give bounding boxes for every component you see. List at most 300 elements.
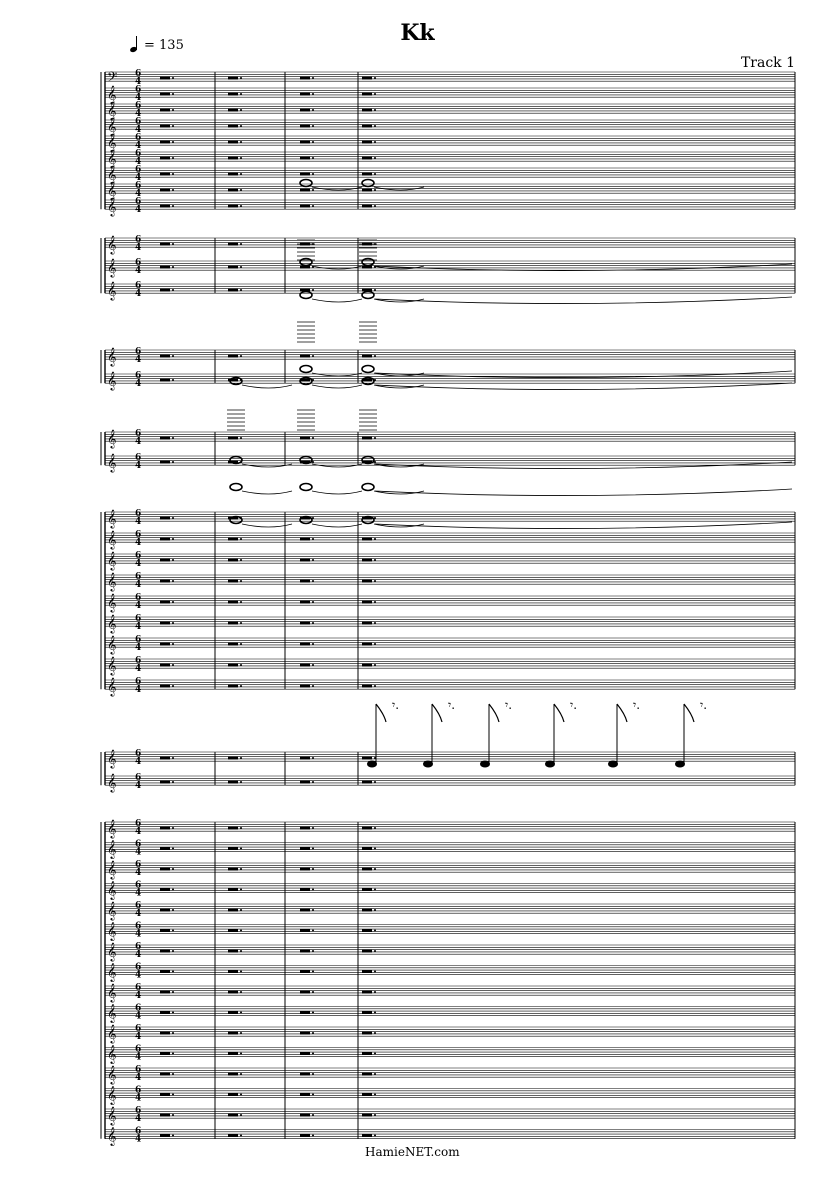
time-signature-bottom: 4: [135, 538, 142, 548]
measure-rest: [228, 141, 238, 144]
measure-rest: [160, 289, 170, 292]
rest-dot: [374, 205, 376, 207]
rest-dot: [172, 1053, 174, 1055]
time-signature-top: 6: [135, 429, 142, 439]
measure-rest: [228, 355, 238, 358]
measure-rest: [362, 559, 372, 562]
rest-dot: [240, 930, 242, 932]
measure-rest: [160, 1114, 170, 1117]
rest-dot: [374, 189, 376, 191]
treble-clef-icon: 𝄢: [107, 69, 118, 88]
rest-dot: [240, 289, 242, 291]
measure-rest: [300, 757, 310, 760]
time-signature-top: 6: [135, 347, 142, 357]
treble-clef-icon: 𝄞: [107, 1085, 117, 1105]
tie: [312, 373, 362, 376]
treble-clef-icon: 𝄞: [107, 880, 117, 900]
rest-dot: [374, 685, 376, 687]
rest-dot: [374, 437, 376, 439]
rest-dot: [312, 1032, 314, 1034]
measure-rest: [300, 1134, 310, 1137]
measure-rest: [300, 622, 310, 625]
long-tie: [375, 264, 792, 271]
measure-rest: [228, 868, 238, 871]
rest-dot: [172, 950, 174, 952]
measure-rest: [300, 173, 310, 176]
rest-dot: [374, 622, 376, 624]
measure-rest: [300, 437, 310, 440]
measure-rest: [300, 868, 310, 871]
rest-dot: [172, 173, 174, 175]
rest-dot: [240, 889, 242, 891]
time-signature-top: 6: [135, 1065, 142, 1075]
tie: [312, 524, 362, 527]
treble-clef-icon: 𝄞: [107, 749, 117, 768]
measure-rest: [362, 1073, 372, 1076]
rest-dot: [312, 991, 314, 993]
measure-rest: [228, 1134, 238, 1137]
measure-rest: [228, 950, 238, 953]
rest-dot: [240, 781, 242, 783]
rest-dot: [312, 125, 314, 127]
treble-clef-icon: 𝄞: [107, 281, 117, 300]
rest-dot: [312, 664, 314, 666]
rest-dot: [172, 189, 174, 191]
rest-dot: [240, 266, 242, 268]
measure-rest: [362, 437, 372, 440]
time-signature-bottom: 4: [135, 109, 142, 119]
rest-dot: [172, 889, 174, 891]
rest-dot: [374, 781, 376, 783]
tie: [312, 491, 362, 494]
time-signature-bottom: 4: [135, 1011, 142, 1022]
rest-dot: [312, 971, 314, 973]
treble-clef-icon: 𝄞: [107, 133, 117, 152]
measure-rest: [228, 888, 238, 891]
time-signature-bottom: 4: [135, 1114, 142, 1124]
rest-dot: [172, 1135, 174, 1137]
rest-dot: [374, 538, 376, 540]
measure-rest: [160, 888, 170, 891]
measure-rest: [228, 1114, 238, 1117]
measure-rest: [160, 827, 170, 830]
rest-dot: [172, 1114, 174, 1116]
rest-dot: [172, 827, 174, 829]
measure-rest: [362, 1032, 372, 1035]
time-signature-top: 6: [135, 942, 142, 952]
measure-rest: [300, 189, 310, 192]
measure-rest: [362, 1052, 372, 1055]
rest-dot: [312, 559, 314, 561]
rest-dot: [374, 77, 376, 79]
time-signature-top: 6: [135, 1106, 142, 1116]
rest-dot: [312, 289, 314, 291]
measure-rest: [228, 970, 238, 973]
time-signature-bottom: 4: [135, 1032, 142, 1042]
measure-rest: [300, 205, 310, 208]
measure-rest: [228, 847, 238, 850]
rest-dot: [240, 538, 242, 540]
measure-rest: [228, 1073, 238, 1076]
time-signature-top: 6: [135, 983, 142, 993]
time-signature-top: 6: [135, 749, 142, 759]
rest-dot: [172, 781, 174, 783]
time-signature-bottom: 4: [135, 125, 142, 135]
treble-clef-icon: 𝄞: [107, 197, 117, 216]
measure-rest: [362, 622, 372, 625]
whole-note: [300, 292, 312, 299]
measure-rest: [362, 685, 372, 688]
time-signature-top: 6: [135, 530, 142, 540]
measure-rest: [228, 757, 238, 760]
rest-dot: [172, 930, 174, 932]
rest-dot: [374, 141, 376, 143]
rest-dot: [172, 517, 174, 519]
measure-rest: [228, 157, 238, 160]
rest-dot: [172, 643, 174, 645]
time-signature-bottom: 4: [135, 781, 142, 791]
time-signature-top: 6: [135, 453, 142, 463]
long-tie: [375, 297, 792, 304]
measure-rest: [362, 125, 372, 128]
rest-dot: [172, 868, 174, 870]
rest-dot: [172, 243, 174, 245]
rest-dot: [312, 538, 314, 540]
measure-rest: [160, 205, 170, 208]
time-signature-top: 6: [135, 551, 142, 561]
time-signature-top: 6: [135, 819, 142, 829]
rest-dot: [172, 125, 174, 127]
measure-rest: [228, 189, 238, 192]
treble-clef-icon: 𝄞: [107, 1044, 117, 1064]
measure-rest: [160, 1093, 170, 1096]
time-signature-bottom: 4: [135, 643, 142, 653]
rest-dot: [172, 1094, 174, 1096]
measure-rest: [300, 109, 310, 112]
measure-rest: [300, 141, 310, 144]
rest-dot: [312, 1135, 314, 1137]
rest-dot: [240, 1053, 242, 1055]
rest-dot: [240, 1073, 242, 1075]
measure-rest: [300, 909, 310, 912]
whole-note: [362, 366, 374, 373]
time-signature-bottom: 4: [135, 757, 142, 767]
measure-rest: [362, 538, 372, 541]
treble-clef-icon: 𝄞: [107, 839, 117, 859]
rest-dot: [312, 685, 314, 687]
rest-dot: [240, 848, 242, 850]
tie: [312, 266, 362, 269]
rest-dot: [312, 827, 314, 829]
rest-dot: [374, 355, 376, 357]
measure-rest: [160, 847, 170, 850]
rest-dot: [374, 93, 376, 95]
rest-dot: [374, 289, 376, 291]
rest-dot: [240, 685, 242, 687]
rest-dot: [240, 757, 242, 759]
rest-dot: [374, 664, 376, 666]
time-signature-top: 6: [135, 371, 142, 381]
time-signature-bottom: 4: [135, 847, 142, 858]
measure-rest: [362, 157, 372, 160]
treble-clef-icon: 𝄞: [107, 85, 117, 104]
time-signature-bottom: 4: [135, 517, 142, 527]
measure-rest: [300, 355, 310, 358]
score-title: Kk: [400, 20, 435, 46]
note-flag: [376, 704, 386, 722]
measure-rest: [300, 1114, 310, 1117]
measure-rest: [362, 781, 372, 784]
rest-dot: [172, 109, 174, 111]
treble-clef-icon: 𝄞: [107, 101, 117, 120]
measure-rest: [362, 909, 372, 912]
time-signature-top: 6: [135, 839, 142, 850]
rest-dot: [172, 205, 174, 207]
rest-dot: [374, 827, 376, 829]
rest-dot: [312, 868, 314, 870]
tempo-value: = 135: [144, 38, 184, 53]
time-signature-bottom: 4: [135, 909, 142, 919]
time-signature-bottom: 4: [135, 355, 142, 365]
treble-clef-icon: 𝄞: [107, 773, 117, 792]
rest-dot: [312, 889, 314, 891]
measure-rest: [160, 437, 170, 440]
rest-dot: [172, 685, 174, 687]
measure-rest: [300, 685, 310, 688]
measure-rest: [228, 1011, 238, 1014]
time-signature-top: 6: [135, 593, 142, 603]
time-signature-bottom: 4: [135, 379, 142, 389]
rest-dot: [240, 643, 242, 645]
measure-rest: [228, 781, 238, 784]
measure-rest: [362, 109, 372, 112]
treble-clef-icon: 𝄞: [107, 819, 117, 838]
rest-dot: [240, 580, 242, 582]
measure-rest: [362, 205, 372, 208]
eighth-rest: 𝄾.: [505, 698, 513, 712]
rest-dot: [240, 868, 242, 870]
rest-dot: [312, 781, 314, 783]
treble-clef-icon: 𝄞: [107, 453, 117, 472]
rest-dot: [312, 77, 314, 79]
time-signature-bottom: 4: [135, 1052, 142, 1063]
note-flag: [617, 704, 627, 722]
long-tie: [375, 383, 792, 390]
measure-rest: [362, 868, 372, 871]
measure-rest: [160, 950, 170, 953]
rest-dot: [240, 125, 242, 127]
measure-rest: [362, 664, 372, 667]
rest-dot: [240, 437, 242, 439]
measure-rest: [160, 685, 170, 688]
rest-dot: [312, 157, 314, 159]
treble-clef-icon: 𝄞: [107, 1126, 117, 1146]
time-signature-bottom: 4: [135, 437, 142, 447]
time-signature-top: 6: [135, 117, 142, 127]
measure-rest: [228, 289, 238, 292]
time-signature-bottom: 4: [135, 991, 142, 1001]
rest-dot: [240, 950, 242, 952]
measure-rest: [362, 950, 372, 953]
measure-rest: [300, 93, 310, 96]
treble-clef-icon: 𝄞: [107, 921, 117, 941]
measure-rest: [362, 141, 372, 144]
measure-rest: [300, 991, 310, 994]
time-signature-top: 6: [135, 572, 142, 582]
treble-clef-icon: 𝄞: [107, 181, 117, 200]
measure-rest: [160, 141, 170, 144]
treble-clef-icon: 𝄞: [107, 677, 117, 696]
rest-dot: [240, 909, 242, 911]
measure-rest: [160, 1011, 170, 1014]
time-signature-top: 6: [135, 901, 142, 911]
time-signature-bottom: 4: [135, 601, 142, 611]
measure-rest: [362, 827, 372, 830]
treble-clef-icon: 𝄞: [107, 371, 117, 390]
rest-dot: [172, 1012, 174, 1014]
rest-dot: [374, 109, 376, 111]
rest-dot: [374, 930, 376, 932]
rest-dot: [172, 848, 174, 850]
measure-rest: [362, 1114, 372, 1117]
footer-credit: HamieNET.com: [365, 1145, 460, 1159]
rest-dot: [172, 580, 174, 582]
measure-rest: [228, 243, 238, 246]
time-signature-bottom: 4: [135, 1134, 142, 1145]
treble-clef-icon: 𝄞: [107, 1003, 117, 1023]
tie: [242, 491, 292, 494]
rest-dot: [374, 1094, 376, 1096]
rest-dot: [172, 355, 174, 357]
time-signature-bottom: 4: [135, 664, 142, 674]
measure-rest: [228, 580, 238, 583]
rest-dot: [240, 622, 242, 624]
rest-dot: [374, 1012, 376, 1014]
rest-dot: [172, 1073, 174, 1075]
rest-dot: [374, 868, 376, 870]
rest-dot: [240, 971, 242, 973]
measure-rest: [300, 781, 310, 784]
measure-rest: [160, 559, 170, 562]
rest-dot: [240, 205, 242, 207]
rest-dot: [312, 205, 314, 207]
measure-rest: [160, 970, 170, 973]
measure-rest: [300, 950, 310, 953]
measure-rest: [228, 93, 238, 96]
measure-rest: [362, 991, 372, 994]
rest-dot: [374, 559, 376, 561]
measure-rest: [362, 580, 372, 583]
measure-rest: [228, 827, 238, 830]
measure-rest: [300, 538, 310, 541]
measure-rest: [300, 1093, 310, 1096]
measure-rest: [160, 643, 170, 646]
measure-rest: [228, 664, 238, 667]
measure-rest: [362, 173, 372, 176]
measure-rest: [160, 909, 170, 912]
rest-dot: [374, 173, 376, 175]
measure-rest: [362, 189, 372, 192]
rest-dot: [312, 1073, 314, 1075]
measure-rest: [160, 1052, 170, 1055]
rest-dot: [240, 173, 242, 175]
rest-dot: [312, 909, 314, 911]
rest-dot: [172, 266, 174, 268]
rest-dot: [374, 848, 376, 850]
time-signature-bottom: 4: [135, 970, 142, 981]
rest-dot: [374, 909, 376, 911]
measure-rest: [362, 601, 372, 604]
time-signature-top: 6: [135, 773, 142, 783]
treble-clef-icon: 𝄞: [107, 1065, 117, 1084]
rest-dot: [312, 355, 314, 357]
treble-clef-icon: 𝄞: [107, 530, 117, 549]
measure-rest: [228, 1093, 238, 1096]
measure-rest: [362, 757, 372, 760]
measure-rest: [228, 1052, 238, 1055]
treble-clef-icon: 𝄞: [107, 429, 117, 448]
measure-rest: [228, 909, 238, 912]
measure-rest: [300, 1073, 310, 1076]
whole-note: [362, 259, 374, 266]
treble-clef-icon: 𝄞: [107, 572, 117, 591]
time-signature-bottom: 4: [135, 827, 142, 837]
rest-dot: [240, 243, 242, 245]
measure-rest: [300, 888, 310, 891]
rest-dot: [240, 355, 242, 357]
rest-dot: [312, 950, 314, 952]
rest-dot: [312, 930, 314, 932]
rest-dot: [312, 601, 314, 603]
rest-dot: [240, 1032, 242, 1034]
measure-rest: [160, 266, 170, 269]
measure-rest: [160, 157, 170, 160]
time-signature-bottom: 4: [135, 189, 142, 199]
time-signature-bottom: 4: [135, 289, 142, 299]
rest-dot: [240, 157, 242, 159]
time-signature-top: 6: [135, 860, 142, 870]
time-signature-top: 6: [135, 656, 142, 666]
measure-rest: [362, 1093, 372, 1096]
measure-rest: [160, 461, 170, 464]
measure-rest: [228, 601, 238, 604]
rest-dot: [240, 189, 242, 191]
time-signature-bottom: 4: [135, 461, 142, 471]
measure-rest: [362, 1134, 372, 1137]
measure-rest: [160, 1073, 170, 1076]
measure-rest: [160, 109, 170, 112]
measure-rest: [300, 77, 310, 80]
time-signature-bottom: 4: [135, 888, 142, 899]
rest-dot: [172, 757, 174, 759]
treble-clef-icon: 𝄞: [107, 860, 117, 879]
rest-dot: [172, 622, 174, 624]
treble-clef-icon: 𝄞: [107, 635, 117, 654]
tie: [312, 299, 362, 302]
treble-clef-icon: 𝄞: [107, 551, 117, 570]
measure-rest: [300, 157, 310, 160]
rest-dot: [172, 971, 174, 973]
measure-rest: [160, 781, 170, 784]
measure-rest: [228, 929, 238, 932]
time-signature-top: 6: [135, 181, 142, 191]
measure-rest: [300, 559, 310, 562]
time-signature-bottom: 4: [135, 266, 142, 276]
rest-dot: [172, 991, 174, 993]
measure-rest: [300, 929, 310, 932]
rest-dot: [312, 141, 314, 143]
measure-rest: [300, 643, 310, 646]
